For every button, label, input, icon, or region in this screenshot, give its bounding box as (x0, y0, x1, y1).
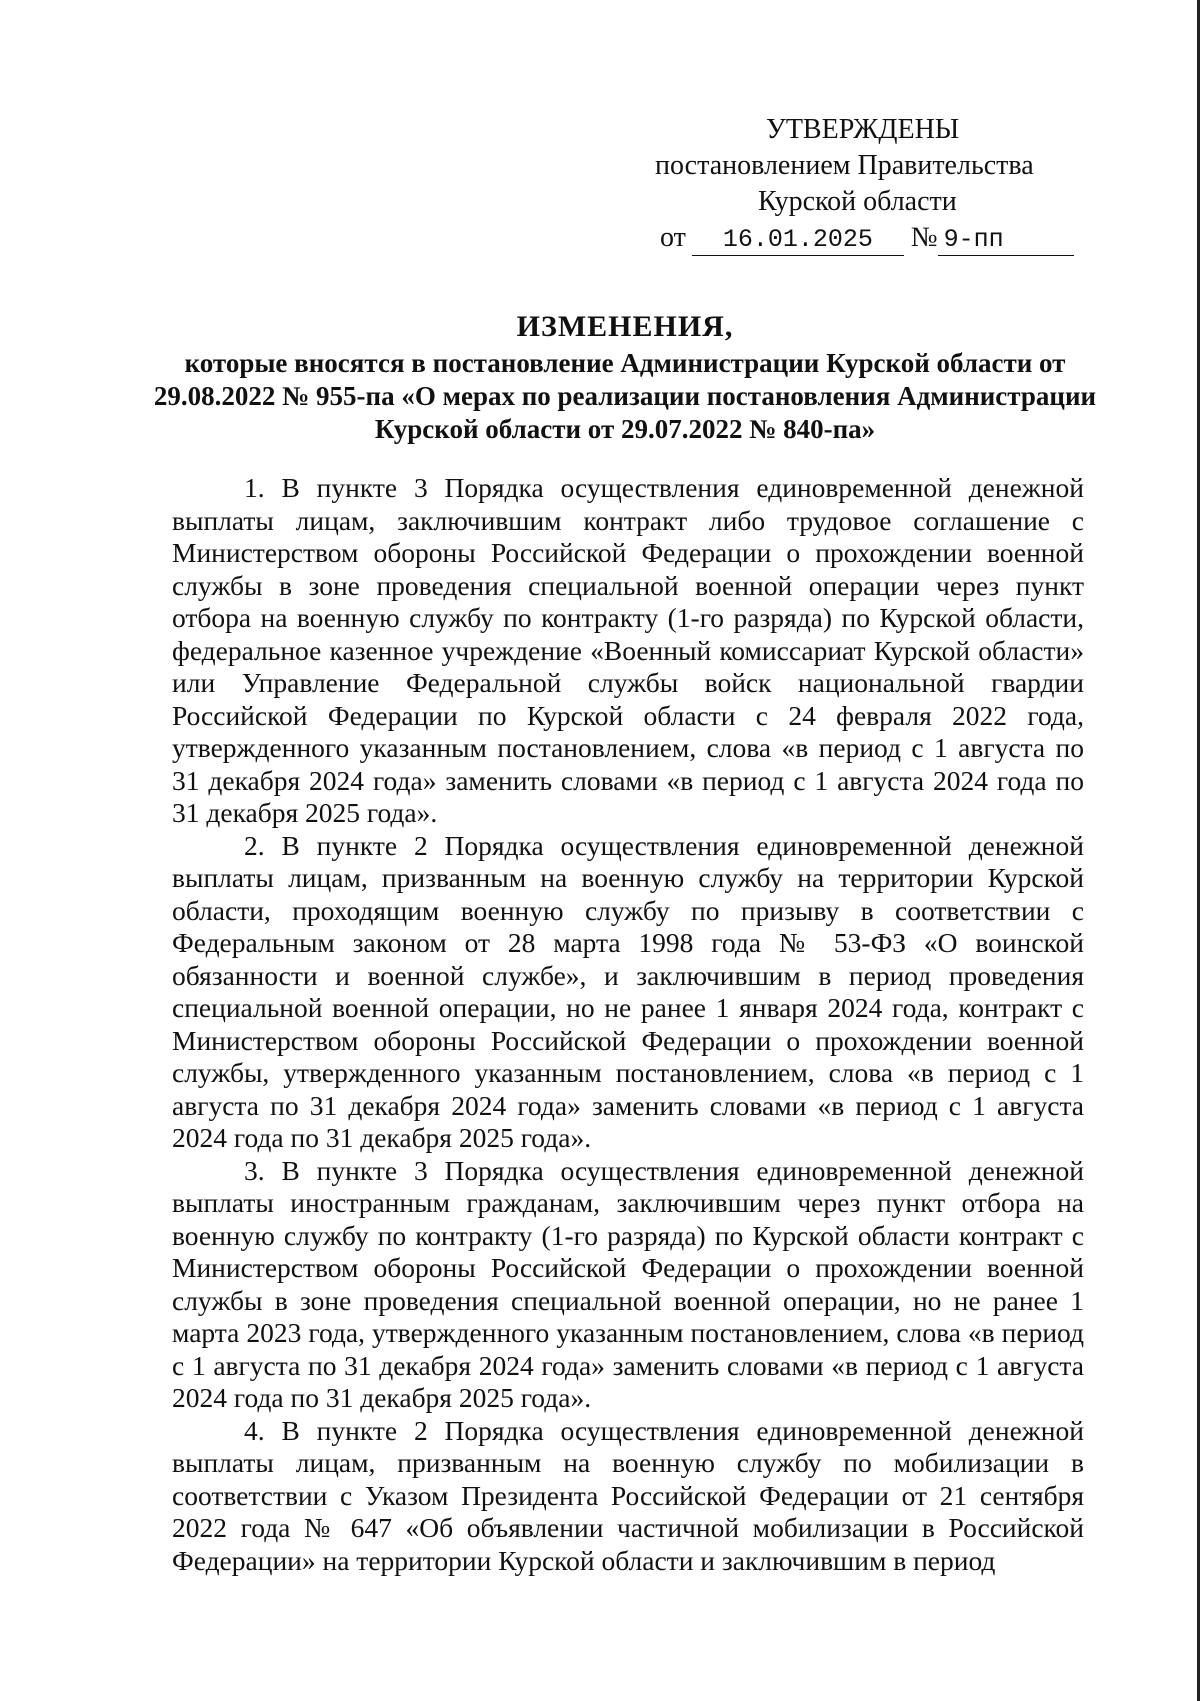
approved-by: постановлением Правительства (655, 150, 1034, 181)
approval-number: 9-пп (938, 225, 1074, 256)
approval-stamp (655, 112, 1075, 256)
number-label: № (910, 222, 938, 253)
approval-date: 16.01.2025 (692, 225, 904, 256)
approved-region: Курской области (758, 186, 957, 217)
approval-date-line (655, 220, 1075, 256)
paragraph-4: 4. В пункте 2 Порядка осуществления единовременной денежной выплаты лицам, призванным на военную службу по мобилизации в соответствии с Указом Президента Российской Федерации от 21 сентября 2022 года № 647 «Об объявлении частичной мобилизации в Российской Федерации» на территории Курской области и заключившим в период (172, 1414, 1084, 1576)
paragraph-3: 3. В пункте 3 Порядка осуществления единовременной денежной выплаты иностранным гражданам, заключившим через пункт отбора на военную службу по контракту (1-го разряда) по Курской области контракт с Министерством обороны Российской Федерации о прохождении военной службы в зоне проведения специальной военной операции, но не ранее 1 марта 2023 года, утвержденного указанным постановлением, слова «в период с 1 августа по 31 декабря 2024 года» заменить словами «в период с 1 августа 2024 года по 31 декабря 2025 года». (172, 1154, 1084, 1413)
approved-heading: УТВЕРЖДЕНЫ (766, 114, 960, 145)
title-subtitle: которые вносятся в постановление Администрации Курской области от 29.08.2022 № 955-па «О мерах по реализации постановления Администрации Курской области от 29.07.2022 № 840-па» (153, 348, 1097, 444)
paragraph-2: 2. В пункте 2 Порядка осуществления единовременной денежной выплаты лицам, призванным на военную службу на территории Курской области, проходящим военную службу по призыву в соответствии с Федеральным законом от 28 марта 1998 года № 53-ФЗ «О воинской обязанности и военной службе», и заключившим в период проведения специальной военной операции, но не ранее 1 января 2024 года, контракт с Министерством обороны Российской Федерации о прохождении военной службы, утвержденного указанным постановлением, слова «в период с 1 августа по 31 декабря 2024 года» заменить словами «в период с 1 августа 2024 года по 31 декабря 2025 года». (172, 829, 1084, 1153)
document-body (172, 472, 1084, 1577)
paragraph-1: 1. В пункте 3 Порядка осуществления единовременной денежной выплаты лицам, заключившим контракт либо трудовое соглашение с Министерством обороны Российской Федерации о прохождении военной службы в зоне проведения специальной военной операции через пункт отбора на военную службу по контракту (1-го разряда) по Курской области, федеральное казенное учреждение «Военный комиссариат Курской области» или Управление Федеральной службы войск национальной гвардии Российской Федерации по Курской области с 24 февраля 2022 года, утвержденного указанным постановлением, слова «в период с 1 августа по 31 декабря 2024 года» заменить словами «в период с 1 августа 2024 года по 31 декабря 2025 года». (172, 472, 1084, 828)
from-label: от (660, 222, 686, 253)
document-title (150, 307, 1100, 446)
title-main: ИЗМЕНЕНИЯ, (516, 310, 734, 343)
